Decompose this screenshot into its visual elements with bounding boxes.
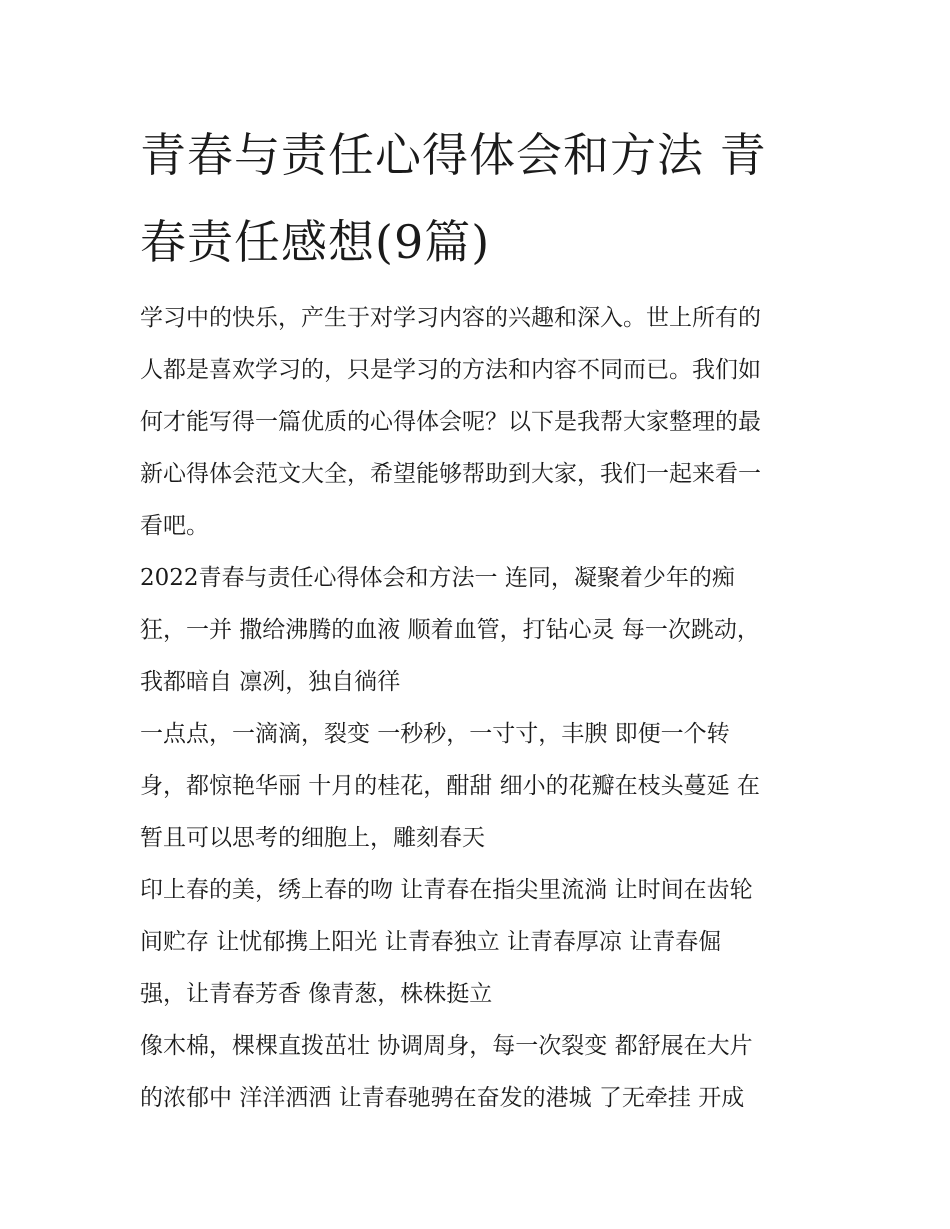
body-line: 何才能写得一篇优质的心得体会呢？以下是我帮大家整理的最 xyxy=(140,409,761,435)
body-line: 我都暗自 凛冽，独自徜徉 xyxy=(140,669,401,695)
body-line: 身，都惊艳华丽 十月的桂花，酣甜 细小的花瓣在枝头蔓延 在 xyxy=(140,773,760,799)
body-line: 间贮存 让忧郁携上阳光 让青春独立 让青春厚凉 让青春倔 xyxy=(140,929,722,955)
body-line: 一点点，一滴滴，裂变 一秒秒，一寸寸，丰腴 即便一个转 xyxy=(140,721,730,747)
body-line: 暂且可以思考的细胞上，雕刻春天 xyxy=(140,825,485,851)
document-page xyxy=(140,112,812,1124)
body-line: 看吧。 xyxy=(140,513,209,539)
body-line: 的浓郁中 洋洋洒洒 让青春驰骋在奋发的港城 了无牵挂 开成 xyxy=(140,1085,745,1111)
body-line: 人都是喜欢学习的，只是学习的方法和内容不同而已。我们如 xyxy=(140,357,761,383)
body-line: 2022青春与责任心得体会和方法一 连同，凝聚着少年的痴 xyxy=(140,565,735,591)
body-line: 狂，一并 撒给沸腾的血液 顺着血管，打钻心灵 每一次跳动， xyxy=(140,617,760,643)
body-line: 印上春的美，绣上春的吻 让青春在指尖里流淌 让时间在齿轮 xyxy=(140,877,753,903)
title-line-1: 青春与责任心得体会和方法 青 xyxy=(140,128,767,182)
document-body xyxy=(140,292,812,1124)
document-title xyxy=(140,112,812,286)
body-line: 强，让青春芳香 像青葱，株株挺立 xyxy=(140,981,493,1007)
body-line: 学习中的快乐，产生于对学习内容的兴趣和深入。世上所有的 xyxy=(140,305,761,331)
body-line: 像木棉，棵棵直拨茁壮 协调周身，每一次裂变 都舒展在大片 xyxy=(140,1033,753,1059)
body-line: 新心得体会范文大全，希望能够帮助到大家，我们一起来看一 xyxy=(140,461,761,487)
title-line-2: 春责任感想(9篇) xyxy=(140,215,491,269)
